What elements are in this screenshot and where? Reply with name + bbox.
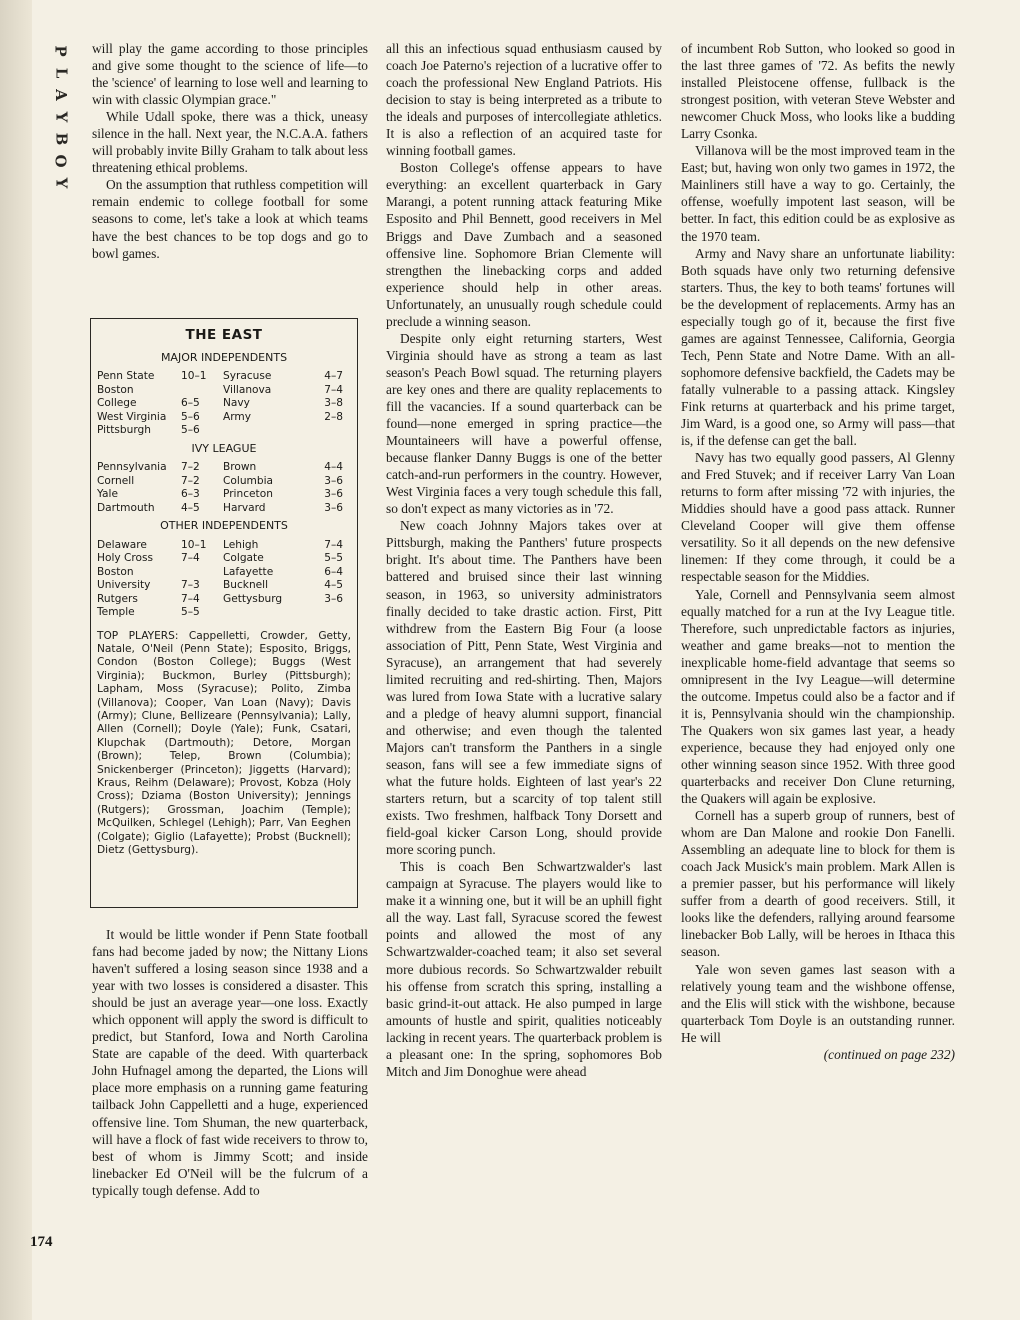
column-3 [681,40,955,1063]
team-record: 3–8 [324,397,343,409]
team-name: Princeton [223,488,273,500]
standings-heading: MAJOR INDEPENDENTS [160,350,288,364]
standings-heading: IVY LEAGUE [191,441,257,455]
team-name: University [97,579,151,591]
team-name [223,424,303,438]
team-record: 5–6 [181,424,200,436]
team-name: Bucknell [223,579,269,591]
col2-paragraph-3: Despite only eight returning starters, West Virginia should have as strong a team as last season's Peach Bowl squad. The returning players are key ones and there are quality replacements to fill the vacancies. If a sound quarterback can be found—none emerged in spring practice—the Mountaineers will have a powerful offense, because flanker Danny Buggs is one of the better catch-and-run performers in the country. However, West Virginia faces a very tough schedule this fall, so don't expect as many victories as in '72. [386,330,662,517]
team-name: Temple [97,606,135,618]
col2-paragraph-1: all this an infectious squad enthusiasm caused by coach Joe Paterno's rejection of a lucrative offer to coach the professional New England Patriots. His decision to stay is being interpreted as a tribute to the ideals and purposes of intercollegiate athletics. It is also a reflection of an acquired taste for winning football games. [386,41,662,159]
team-record: 5–5 [181,606,200,618]
standings-row [97,593,351,607]
team-name: Boston [97,565,134,578]
team-record: 5–6 [181,410,200,423]
standings-row [97,539,351,553]
col2-paragraph-5: This is coach Ben Schwartzwalder's last campaign at Syracuse. The players would like to make it a winning one, but it will be an uphill fight all the way. Last fall, Syracuse scored the fewest points and allowed the most of any Schwartzwalder-coached team; it also set several more dubious records. So Schwartzwalder rebuilt his offense from scratch this spring, installing a basic grind-it-out attack. He also pumped in large amounts of hustle and spirit, qualities noticeably lacking in recent years. The quarterback problem is a pleasant one: In the spring, sophomores Bob Mitch and Jim Donoghue were ahead [386,859,662,1079]
team-name: Harvard [223,501,266,514]
team-record: 2–8 [324,410,343,423]
team-name: Brown [223,461,257,473]
team-name: Pennsylvania [97,461,167,473]
team-name: Lafayette [223,565,274,578]
standings-row [97,552,351,566]
team-name: Columbia [223,474,274,487]
col1-paragraph-1: will play the game according to those principles and give some thought to the science of life—to the 'science' of learning to lose well and learning to win with classic Olympian grace." [92,41,368,108]
team-record: 4–7 [324,370,343,382]
magazine-letter: Y [52,177,70,189]
col3-paragraph-3: Army and Navy share an unfortunate liability: Both squads have only two returning defensive starters. Thus, the key to both teams' fortunes will be the development of replacements. Army has an especially tough go of it, because the first five games are against Tennessee, California, Georgia Tech, Penn State and Notre Dame. With an all-sophomore defensive backfield, the Cadets may be fatally vulnerable to a passing attack. Kingsley Fink returns at quarterback and his prime target, Jim Ward, is a good one, so Army will pass—that is, if the defense can get the ball. [681,245,955,449]
col3-paragraph-7: Yale won seven games last season with a relatively young team and the wishbone offense, and the Elis will stick with the wishbone, because quarterback Tom Doyle is an outstanding runner. He will [681,961,955,1045]
team-name: Pittsburgh [97,424,151,436]
col1-penn-state-paragraph: It would be little wonder if Penn State football fans had become jaded by now; the Nittany Lions haven't suffered a losing season since 1938 and a year with two losses is considered a disaster. This should be just an average year—one loss. Exactly which opponent will apply the sword is difficult to predict, but Stanford, Iowa and North Carolina State are capable of the deed. With quarterback John Hufnagel among the departed, the Lions will place more emphasis on a running game featuring tailback John Cappelletti and a huge, experienced offensive line. Tom Shuman, the new quarterback, will have a flock of fast wide receivers to throw to, best of whom is Jimmy Scott; and inside linebacker Ed O'Neil will be the fulcrum of a typically tough defense. Add to [92,927,368,1198]
standings-row [97,370,351,384]
magazine-name-vertical [36,40,86,194]
standings-sections [97,351,351,620]
column-1-continued [92,926,368,1199]
continued-note: (continued on page 232) [823,1046,955,1062]
team-record: 7–4 [324,383,343,396]
standings-row [97,502,351,516]
top-players: TOP PLAYERS: Cappelletti, Crowder, Getty, Natale, O'Neil (Penn State); Esposito, Briggs, Condon (Boston College); Buggs (West Virginia); Buckmon, Burley (Pittsburgh); Lapham, Moss (Syracuse); Polito, Zimba (Villanova); Cooper, Van Loan (Navy); Davis (Army); Clune, Bellizeare (Pennsylvania); Lally, Allen (Cornell); Doyle (Yale); Funk, Csatari, Klupchak (Dartmouth); Detore, Morgan (Brown); Telep, Brown (Columbia); Snickenberger (Princeton); Jiggetts (Harvard); Kraus, Reihm (Delaware); Provost, Kobza (Holy Cross); Dziama (Boston University); Jennings (Rutgers); Grossman, Joachim (Temple); McQuilken, Schlegel (Lehigh); Parr, Van Eeghen (Colgate); Giglio (Lafayette); Probst (Bucknell); Dietz (Gettysburg). [97,629,351,856]
team-record [303,606,351,620]
team-record: 7–2 [181,461,200,473]
team-record: 7–4 [181,592,200,605]
col2-paragraph-2: Boston College's offense appears to have everything: an excellent quarterback in Gary Marangi, a potent running attack featuring Mike Esposito and Phil Bennett, good receivers in Mel Briggs and Dave Zumbach and a seasoned offensive line. Sophomore Brian Clemente will strengthen the linebacking corps and added experience should help in other areas. Unfortunately, an unusually rough schedule could preclude a winning season. [386,160,662,329]
team-record: 4–4 [324,461,343,473]
team-record: 3–6 [324,474,343,487]
col3-paragraph-4: Navy has two equally good passers, Al Glenny and Fred Stuvek; and if receiver Larry Van Loan returns to form after missing '72 with injuries, the Middies should have a good pass attack. Runner Cleveland Cooper will give them offense versatility. So it all depends on the new defensive linemen: If they come through, it could be a respectable season for the Middies. [681,450,955,585]
team-record: 3–6 [324,501,343,514]
standings-row [97,411,351,425]
team-name: Dartmouth [97,501,155,514]
magazine-letter: P [52,45,70,57]
standings-row [97,566,351,580]
team-name: West Virginia [97,410,167,423]
standings-table [97,370,351,438]
team-record: 7–2 [181,474,200,487]
standings-row [97,579,351,593]
team-record [181,384,223,398]
magazine-letter: B [52,132,70,146]
team-record: 6–4 [324,565,343,578]
team-record: 4–5 [181,501,200,514]
standings-row [97,384,351,398]
col3-paragraph-2: Villanova will be the most improved team in the East; but, having won only two games in 1972, the Mainliners still have a way to go. Certainly, the offense, woefully impotent last season, will be better. In fact, this edition could be as explosive as the 1970 team. [681,143,955,244]
team-name [223,606,303,620]
team-record: 5–5 [324,552,343,564]
team-name: Yale [97,488,118,500]
team-record: 4–5 [324,579,343,591]
col1-paragraph-3: On the assumption that ruthless competition will remain endemic to college football for some seasons to come, let's take a look at which teams have the best chances to be top dogs and go to bowl games. [92,177,368,261]
team-record: 3–6 [324,592,343,605]
team-record: 7–4 [181,552,200,564]
team-name: Lehigh [223,538,259,551]
standings-sidebar [90,318,358,908]
team-record: 10–1 [181,538,207,551]
standings-row [97,424,351,438]
team-name: Colgate [223,552,264,564]
team-name: Villanova [223,383,272,396]
standings-row [97,461,351,475]
team-record: 3–6 [324,488,343,500]
team-name: Penn State [97,370,155,382]
team-name: Navy [223,397,250,409]
team-name: College [97,397,137,409]
magazine-letter: O [51,154,70,168]
standings-table [97,461,351,515]
team-name: Gettysburg [223,592,283,605]
standings-table [97,539,351,620]
standings-row [97,397,351,411]
col3-paragraph-5: Yale, Cornell and Pennsylvania seem almost equally matched for a run at the Ivy League title. Therefore, such unpredictable factors as injuries, weather and game breaks—not to mention the inexplicable home-field advantage that seems so omnipresent in the Ivy League—will determine the outcome. Impetus could also be a factor and if it is, Pennsylvania should win the championship. The Quakers won six games last year, a heady experience, because they had enjoyed only one other winning season since 1952. With three good quarterbacks and receiver Don Clune returning, the Quakers will again be explosive. [681,586,955,807]
page-binding-shadow [0,0,32,1320]
standings-row [97,488,351,502]
magazine-letter: Y [52,111,70,123]
team-record: 6–5 [181,397,200,409]
team-name: Holy Cross [97,552,154,564]
team-record: 7–4 [324,538,343,551]
standings-row [97,475,351,489]
team-record: 7–3 [181,579,200,591]
col2-paragraph-4: New coach Johnny Majors takes over at Pittsburgh, making the Panthers' future prospects bright. It's about time. The Panthers have been battered and bruised since their last winning season, in 1963, so university administrators finally decided to take drastic action. First, Pitt withdrew from the Eastern Big Four (a loose association of Pitt, Penn State, West Virginia and Syracuse), an arrangement that had severely limited recruiting and red-shirting. Then, Majors was lured from Iowa State with a lucrative salary and a pledge of heavy alumni support, financial and otherwise; and even though the talented Majors can't transform the Panthers in a single season, fans will see a few immediate signs of what the future holds. Eighteen of last year's 22 starters return, but a scarcity of top talent still exists. Two freshmen, halfback Tony Dorsett and field-goal kicker Carson Long, should provide more scoring punch. [386,518,662,858]
sidebar-title: THE EAST [185,327,263,343]
col3-paragraph-1: of incumbent Rob Sutton, who looked so good in the last three games of '72. As befits the newly installed Pleistocene offense, fullback is the strongest position, with veteran Steve Webster and newcomer Chuck Moss, who looks like a budding Larry Csonka. [681,41,955,142]
team-name: Rutgers [97,592,138,605]
magazine-letter: L [51,67,70,79]
team-record: 6–3 [181,488,200,500]
team-name: Cornell [97,474,135,487]
team-name: Boston [97,383,134,396]
team-record [181,566,223,580]
team-record: 10–1 [181,370,207,382]
col3-paragraph-6: Cornell has a superb group of runners, best of whom are Dan Malone and rookie Don Fanelli. Assembling an adequate line to block for them is coach Jack Musick's main problem. Mark Allen is a premier passer, but his performance will likely suffer from a dearth of good receivers. Still, it looks like the defenders, rallying around fearsome linebacker Bob Lally, will be heroes in Ithaca this season. [681,808,955,960]
magazine-letter: A [51,89,70,101]
standings-heading: OTHER INDEPENDENTS [160,519,288,532]
team-name: Syracuse [223,370,272,382]
page-number: 174 [30,1234,53,1250]
team-name: Army [223,410,252,423]
column-2 [386,40,662,1080]
team-record [303,424,351,438]
team-name: Delaware [97,538,147,551]
column-1 [92,40,368,262]
col1-paragraph-2: While Udall spoke, there was a thick, uneasy silence in the hall. Next year, the N.C.A.A. fathers will probably invite Billy Graham to talk about less threatening ethical problems. [92,109,368,176]
standings-row [97,606,351,620]
